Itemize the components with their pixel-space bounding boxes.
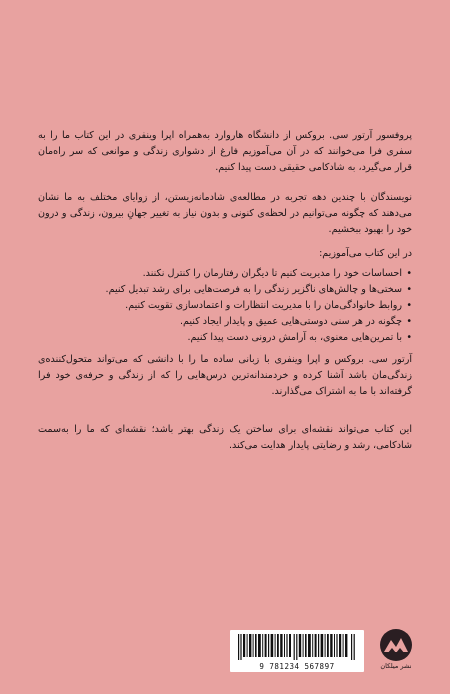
publisher-logo bbox=[378, 628, 414, 674]
lessons-list bbox=[38, 266, 412, 346]
list-item: • روابط خانوادگی‌مان را با مدیریت انتظارات و اعتمادسازی تقویت کنیم. bbox=[38, 298, 412, 314]
list-item: • با تمرین‌هایی معنوی، به آرامش درونی دست پیدا کنیم. bbox=[38, 330, 412, 346]
barcode-bars-icon bbox=[238, 634, 356, 660]
list-item: • احساسات خود را مدیریت کنیم تا دیگران رفتارمان را کنترل نکنند. bbox=[38, 266, 412, 282]
wisdom-paragraph: آرتور سی. بروکس و اپرا وینفری با زبانی ساده ما را با دانشی که می‌تواند متحول‌کننده‌ی زندگی‌مان باشد آشنا کرده و خردمندانه‌ترین درس‌هایی را که از زندگی و حرفه‌ی خود فرا گرفته‌اند با ما به اشتراک می‌گذارند. bbox=[38, 354, 412, 397]
authors-paragraph: نویسندگان با چندین دهه تجربه در مطالعه‌ی شادمانه‌زیستن، از زوایای مختلف به ما نشان می‌دهند که چگونه می‌توانیم در لحظه‌ی کنونی و بدون نیاز به تغییر جهانِ بیرون، زندگی و درون خود را بهبود ببخشیم. bbox=[38, 192, 412, 235]
list-intro: در این کتاب می‌آموزیم: bbox=[319, 248, 412, 259]
list-item: • سختی‌ها و چالش‌های ناگزیر زندگی را به فرصت‌هایی برای رشد تبدیل کنیم. bbox=[38, 282, 412, 298]
closing-paragraph: این کتاب می‌تواند نقشه‌ای برای ساختن یک زندگی بهتر باشد؛ نقشه‌ای که ما را به‌سمت شادکامی، رشد و رضایتی پایدار هدایت می‌کند. bbox=[38, 424, 412, 451]
intro-paragraph: پروفسور آرتور سی. بروکس از دانشگاه هاروارد به‌همراه اپرا وینفری در این کتاب ما را به سفری فرا می‌خوانند که در آن می‌آموزیم فارغ از دشواری زندگی و موانعی که سر راه‌مان قرار می‌گیرد، به شادکامی حقیقی دست پیدا کنیم. bbox=[38, 130, 412, 173]
publisher-logo-icon bbox=[378, 628, 414, 662]
isbn-number: 9 781234 567897 bbox=[259, 662, 335, 671]
list-item: • چگونه در هر سنی دوستی‌هایی عمیق و پایدار ایجاد کنیم. bbox=[38, 314, 412, 330]
publisher-name: نشر میلکان bbox=[380, 662, 412, 670]
isbn-barcode bbox=[230, 630, 364, 672]
